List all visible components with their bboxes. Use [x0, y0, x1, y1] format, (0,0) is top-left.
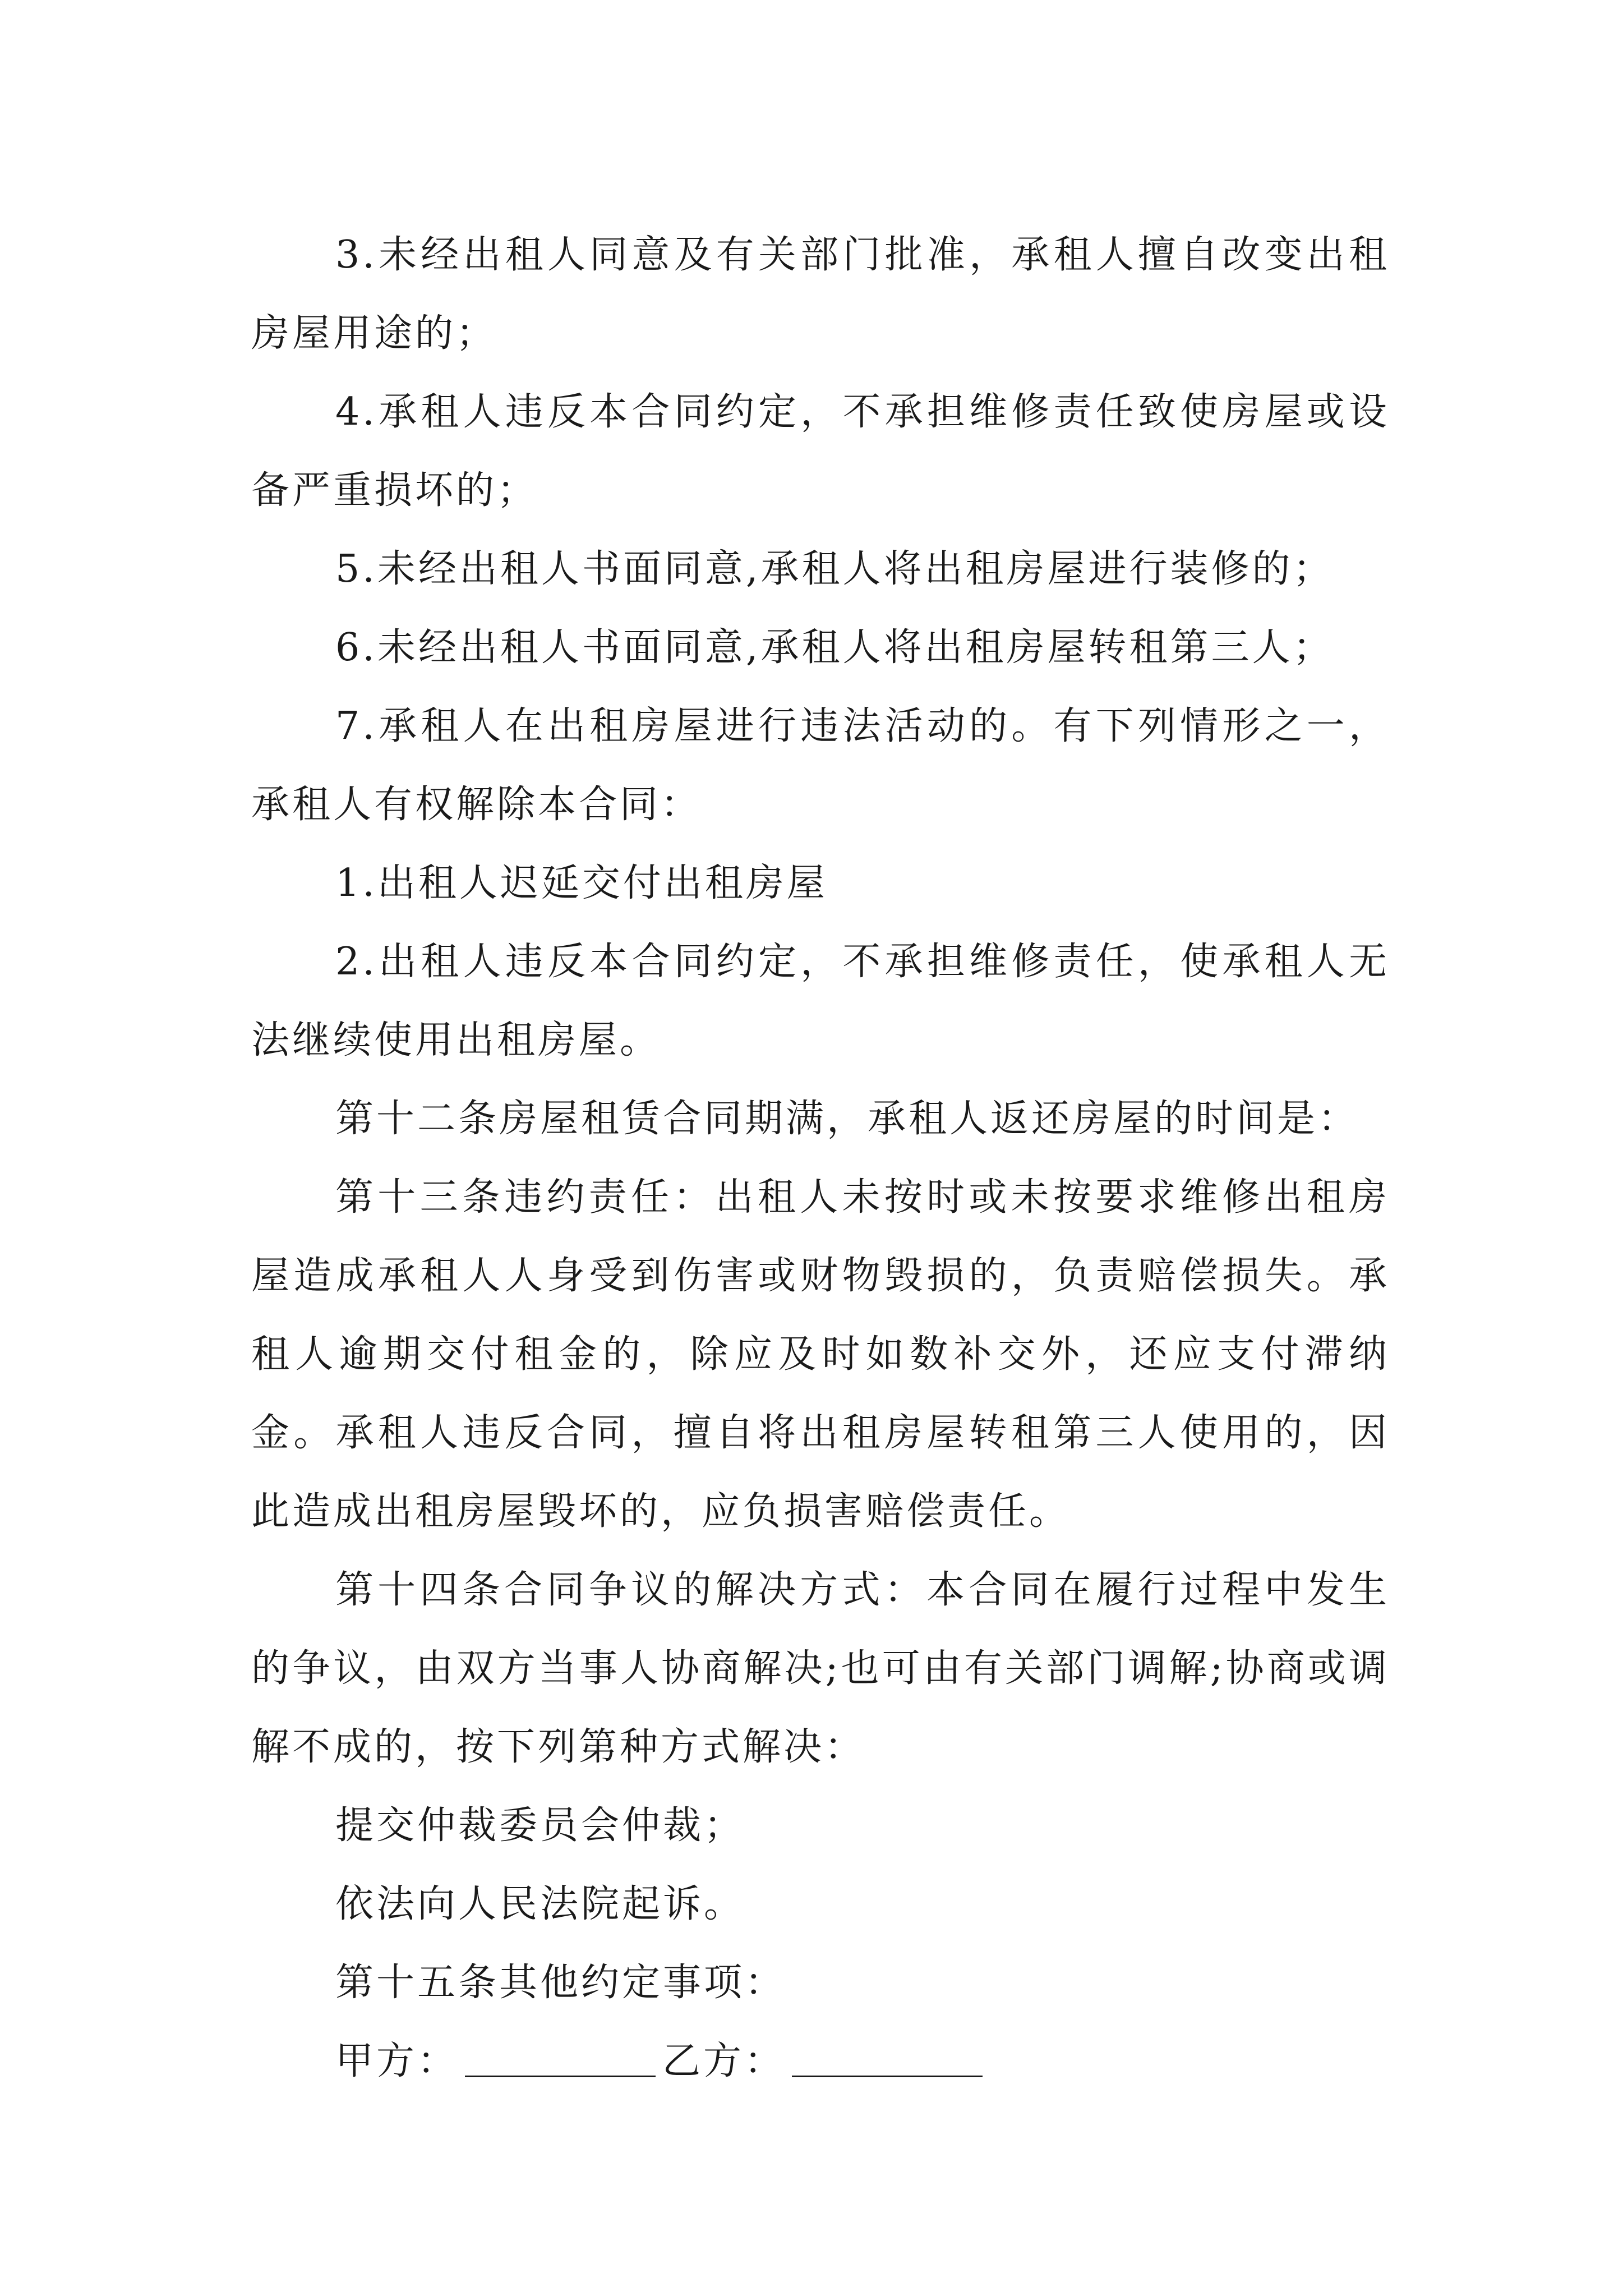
- signature-line: [251, 2022, 1390, 2101]
- party-b-label: 乙方：: [662, 2039, 786, 2083]
- article-14: 第十四条合同争议的解决方式：本合同在履行过程中发生的争议，由双方当事人协商解决;也可由有关部门调解;协商或调解不成的，按下列第种方式解决：: [251, 1568, 1390, 1769]
- article-12: 第十二条房屋租赁合同期满，承租人返还房屋的时间是：: [335, 1097, 1359, 1141]
- clause-paragraph: 3.未经出租人同意及有关部门批准，承租人擅自改变出租房屋用途的；: [251, 233, 1390, 356]
- party-b-blank[interactable]: [792, 2036, 983, 2077]
- article-13: 第十三条违约责任：出租人未按时或未按要求维修出租房屋造成承租人人身受到伤害或财物毁损的，负责赔偿损失。承租人逾期交付租金的，除应及时如数补交外，还应支付滞纳金。承租人违反合同，擅自将出租房屋转租第三人使用的，因此造成出租房屋毁坏的，应负损害赔偿责任。: [251, 1175, 1390, 1534]
- party-a-blank[interactable]: [465, 2036, 656, 2077]
- clause-paragraph: 2.出租人违反本合同约定，不承担维修责任，使承租人无法继续使用出租房屋。: [251, 940, 1390, 1062]
- clause-paragraph: 6.未经出租人书面同意,承租人将出租房屋转租第三人；: [335, 625, 1334, 670]
- party-a-label: 甲方：: [335, 2039, 459, 2083]
- dispute-option: 依法向人民法院起诉。: [335, 1882, 745, 1926]
- clause-paragraph: 4.承租人违反本合同约定，不承担维修责任致使房屋或设备严重损坏的；: [251, 390, 1390, 513]
- clause-paragraph: 5.未经出租人书面同意,承租人将出租房屋进行装修的；: [335, 547, 1334, 591]
- contract-body: [251, 216, 1390, 2101]
- article-15: 第十五条其他约定事项：: [335, 1961, 786, 2005]
- dispute-option: 提交仲裁委员会仲裁；: [335, 1803, 745, 1848]
- clause-paragraph: 7.承租人在出租房屋进行违法活动的。有下列情形之一，承租人有权解除本合同：: [251, 704, 1390, 827]
- clause-paragraph: 1.出租人迟延交付出租房屋: [335, 861, 828, 905]
